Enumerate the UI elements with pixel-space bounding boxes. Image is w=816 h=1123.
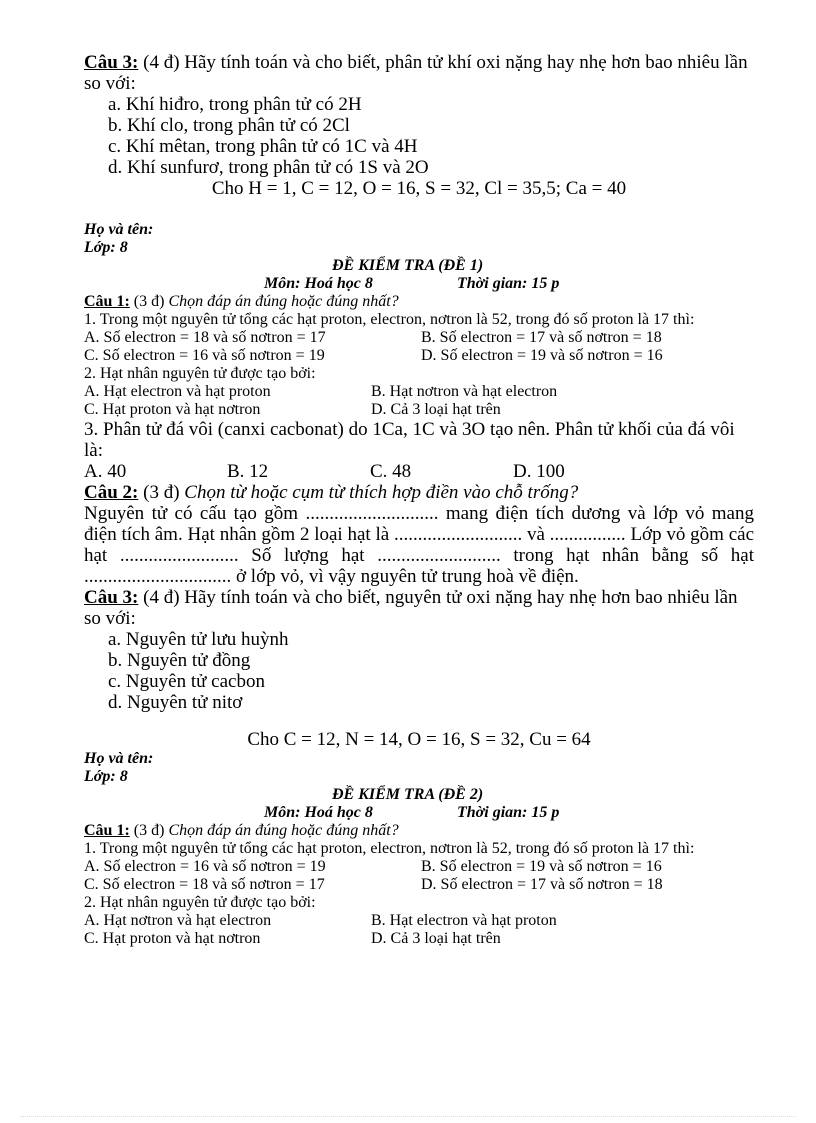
- test1-title: ĐỀ KIỂM TRA (ĐỀ 1): [332, 257, 484, 274]
- test1-c3-given: Cho C = 12, N = 14, O = 16, S = 32, Cu = 64: [247, 729, 591, 750]
- test2-class-label: Lớp: 8: [84, 768, 128, 785]
- test1-c3-text: (4 đ) Hãy tính toán và cho biết, nguyên tử oxi nặng hay nhẹ hơn bao nhiêu lần so với:: [84, 587, 738, 629]
- test1-q1-option-a: A. Số electron = 18 và số nơtron = 17: [84, 329, 326, 346]
- test1-q2-row-1: [84, 383, 754, 401]
- test2-name-label: Họ và tên:: [84, 750, 154, 767]
- page-bottom-divider: [20, 1116, 796, 1117]
- test1-q2-row-2: [84, 401, 754, 419]
- test1-c2-text: Nguyên tử có cấu tạo gồm ............................ mang điện tích dương và lớp vỏ mang điện tích âm. Hạt nhân gồm 2 loại hạt là ........................... và ................ Lớp vỏ gồm các hạt ......................... Số lượng hạt .......................... trong hạt nhân bằng số hạt ............................... ở lớp vỏ, vì vậy nguyên tử trung hoà về điện.: [84, 503, 754, 587]
- test1-q1-text: 1. Trong một nguyên tử tổng các hạt proton, electron, nơtron là 52, trong đó số proton là 17 thì:: [84, 311, 695, 328]
- test2-q2-option-b: B. Hạt electron và hạt proton: [371, 912, 557, 929]
- test1-time: Thời gian: 15 p: [457, 275, 560, 292]
- test2-q1-text: 1. Trong một nguyên tử tổng các hạt proton, electron, nơtron là 52, trong đó số proton là 17 thì:: [84, 840, 695, 857]
- test1-q1-option-d: D. Số electron = 19 và số nơtron = 16: [421, 347, 663, 364]
- test1-c3-label: Câu 3:: [84, 587, 139, 608]
- test1-c3-option-a: a. Nguyên tử lưu huỳnh: [108, 629, 289, 650]
- test2-c1-instruction: Chọn đáp án đúng hoặc đúng nhất?: [168, 822, 399, 839]
- test1-q2-option-d: D. Cả 3 loại hạt trên: [371, 401, 501, 418]
- test1-c3-option-c: c. Nguyên tử cacbon: [108, 671, 265, 692]
- test2-q2-option-a: A. Hạt nơtron và hạt electron: [84, 912, 272, 929]
- test1-c2-label: Câu 2:: [84, 482, 139, 503]
- test1-q3-option-b: B. 12: [227, 461, 269, 482]
- test2-q1-option-a: A. Số electron = 16 và số nơtron = 19: [84, 858, 326, 875]
- test1-c2-instruction: Chọn từ hoặc cụm từ thích hợp điền vào chỗ trống?: [184, 482, 579, 503]
- test2-time: Thời gian: 15 p: [457, 804, 560, 821]
- test2-q1-row-1: [84, 858, 754, 876]
- test2-q2-option-d: D. Cả 3 loại hạt trên: [371, 930, 501, 947]
- test1-c2-points: (3 đ): [138, 482, 185, 503]
- test1-title-line: [84, 257, 754, 275]
- test1-q2-option-c: C. Hạt proton và hạt nơtron: [84, 401, 261, 418]
- test1-c3-option-d: d. Nguyên tử nitơ: [108, 692, 243, 713]
- test2-q2-row-2: [84, 930, 754, 948]
- q3-top-given: Cho H = 1, C = 12, O = 16, S = 32, Cl = 35,5; Ca = 40: [211, 178, 627, 199]
- document-page: [84, 52, 754, 948]
- test1-c1-label: Câu 1:: [84, 293, 130, 310]
- test2-q2-option-c: C. Hạt proton và hạt nơtron: [84, 930, 261, 947]
- test1-name-label: Họ và tên:: [84, 221, 154, 238]
- test2-subject: Môn: Hoá học 8: [264, 804, 373, 821]
- test2-title-line: [84, 786, 754, 804]
- test1-q3-option-a: A. 40: [84, 461, 127, 482]
- test1-q2-option-a: A. Hạt electron và hạt proton: [84, 383, 271, 400]
- test1-q3-text: 3. Phân tử đá vôi (canxi cacbonat) do 1Ca, 1C và 3O tạo nên. Phân tử khối của đá vôi là:: [84, 419, 735, 461]
- test1-q2-text: 2. Hạt nhân nguyên tử được tạo bởi:: [84, 365, 316, 382]
- q3-top-option-b: b. Khí clo, trong phân tử có 2Cl: [108, 115, 350, 136]
- test1-c1-heading: [84, 293, 754, 311]
- test1-q3-option-d: D. 100: [513, 461, 565, 482]
- test1-q3-option-c: C. 48: [370, 461, 412, 482]
- test1-subject: Môn: Hoá học 8: [264, 275, 373, 292]
- q3-top-option-d: d. Khí sunfurơ, trong phân tử có 1S và 2O: [108, 157, 429, 178]
- test1-q1-option-c: C. Số electron = 16 và số nơtron = 19: [84, 347, 325, 364]
- test1-c3-question: [84, 587, 754, 629]
- test2-q1-option-d: D. Số electron = 17 và số nơtron = 18: [421, 876, 663, 893]
- test2-c1-points: (3 đ): [129, 822, 169, 839]
- test2-c1-heading: [84, 822, 754, 840]
- test1-c1-instruction: Chọn đáp án đúng hoặc đúng nhất?: [168, 293, 399, 310]
- test1-q2-option-b: B. Hạt nơtron và hạt electron: [371, 383, 558, 400]
- test1-q3-options: [84, 461, 754, 482]
- q3-top-label: Câu 3:: [84, 52, 139, 73]
- q3-top-option-c: c. Khí mêtan, trong phân tử có 1C và 4H: [108, 136, 418, 157]
- test1-c3-option-b: b. Nguyên tử đồng: [108, 650, 251, 671]
- q3-top-text: (4 đ) Hãy tính toán và cho biết, phân tử khí oxi nặng hay nhẹ hơn bao nhiêu lần so với:: [84, 52, 748, 94]
- test2-q2-text: 2. Hạt nhân nguyên tử được tạo bởi:: [84, 894, 316, 911]
- test2-c1-label: Câu 1:: [84, 822, 130, 839]
- test1-subtitle-line: [84, 275, 754, 293]
- q3-top-option-a: a. Khí hiđro, trong phân tử có 2H: [108, 94, 362, 115]
- test1-q1-option-b: B. Số electron = 17 và số nơtron = 18: [421, 329, 662, 346]
- test2-q1-option-c: C. Số electron = 18 và số nơtron = 17: [84, 876, 325, 893]
- q3-top-block: [84, 52, 754, 199]
- test2-title: ĐỀ KIỂM TRA (ĐỀ 2): [332, 786, 484, 803]
- test1-q1-row-1: [84, 329, 754, 347]
- test1-c1-points: (3 đ): [129, 293, 169, 310]
- test1-q1-row-2: [84, 347, 754, 365]
- test2-q2-row-1: [84, 912, 754, 930]
- test1-c2-heading: [84, 482, 754, 503]
- q3-top-question: [84, 52, 754, 94]
- test1-class-label: Lớp: 8: [84, 239, 128, 256]
- test2-q1-row-2: [84, 876, 754, 894]
- test2-subtitle-line: [84, 804, 754, 822]
- test2-q1-option-b: B. Số electron = 19 và số nơtron = 16: [421, 858, 662, 875]
